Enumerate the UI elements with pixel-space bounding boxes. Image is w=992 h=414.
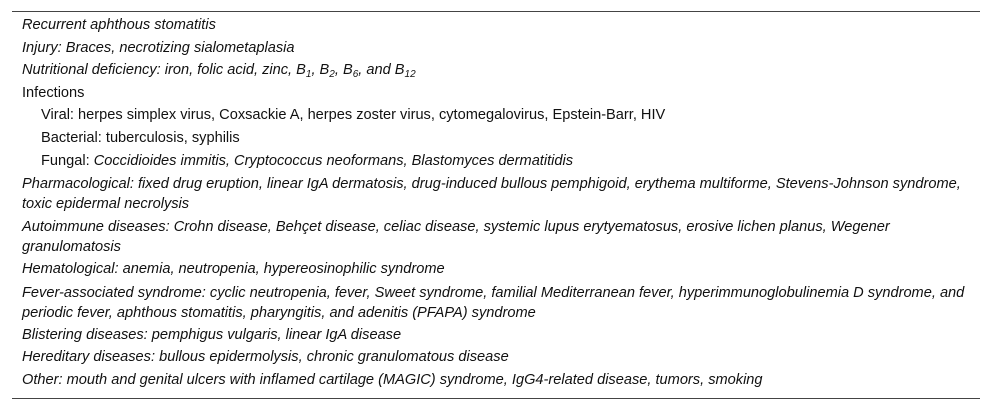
row-recurrent-aphthous: Recurrent aphthous stomatitis: [22, 17, 216, 33]
row-autoimmune: Autoimmune diseases: Crohn disease, Behçet disease, celiac disease, systemic lupus erytyematosus, erosive lichen planus, Wegener granulomatosis: [22, 219, 890, 256]
row-other: Other: mouth and genital ulcers with inflamed cartilage (MAGIC) syndrome, IgG4-related disease, tumors, smoking: [22, 371, 763, 388]
nutritional-sep-2: , B: [334, 62, 353, 79]
row-infection-bacterial: Bacterial: tuberculosis, syphilis: [41, 129, 240, 146]
row-infection-viral: Viral: herpes simplex virus, Coxsackie A, herpes zoster virus, cytomegalovirus, Epstein-Barr, HIV: [41, 107, 666, 124]
subscript-b2: 2: [329, 69, 335, 81]
row-injury: Injury: Braces, necrotizing sialometaplasia: [22, 39, 295, 56]
fungal-organisms: Coccidioides immitis, Cryptococcus neoformans, Blastomyces dermatitidis: [93, 152, 574, 169]
subscript-b1: 1: [305, 69, 312, 81]
row-blistering: Blistering diseases: pemphigus vulgaris, linear IgA disease: [22, 326, 402, 343]
causes-table: [12, 11, 980, 399]
row-hematological: Hematological: anemia, neutropenia, hypereosinophilic syndrome: [22, 261, 445, 278]
row-nutritional-deficiency: [12, 59, 980, 82]
nutritional-sep-1: , B: [311, 62, 330, 79]
row-pharmacological: Pharmacological: fixed drug eruption, linear IgA dermatosis, drug-induced bullous pemphigoid, erythema multiforme, Stevens-Johnson syndrome, toxic epidermal necrolysis: [22, 176, 961, 213]
nutritional-sep-3: , and B: [358, 62, 405, 79]
row-infection-fungal: [12, 150, 980, 173]
row-fever-associated: Fever-associated syndrome: cyclic neutropenia, fever, Sweet syndrome, familial Mediterranean fever, hyperimmunoglobulinemia D syndrome, and periodic fever, aphthous stomatitis, pharyngitis, and adenitis (PFAPA) syndrome: [22, 284, 965, 321]
row-hereditary: Hereditary diseases: bullous epidermolysis, chronic granulomatous disease: [22, 349, 509, 366]
fungal-label: Fungal:: [41, 152, 94, 169]
nutritional-text: Nutritional deficiency: iron, folic acid, zinc, B: [22, 62, 306, 79]
subscript-b6: 6: [352, 69, 359, 81]
row-infections-heading: Infections: [22, 84, 85, 101]
subscript-b12: 12: [404, 69, 416, 81]
